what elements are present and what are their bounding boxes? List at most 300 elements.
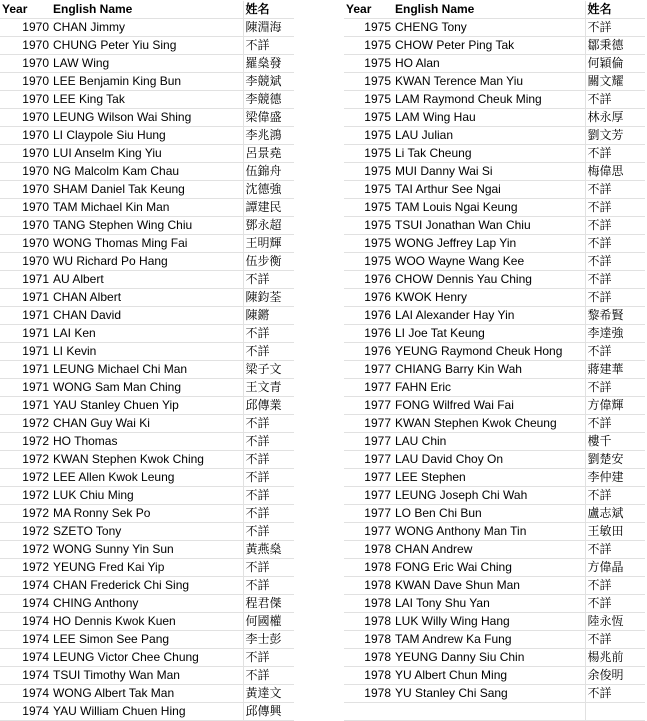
- year-cell: 1974: [0, 667, 51, 685]
- chinese-name-cell: 邱傳興: [243, 703, 294, 721]
- year-cell: 1970: [0, 199, 51, 217]
- english-name-cell: Li Tak Cheung: [393, 145, 585, 163]
- year-cell: 1975: [344, 199, 393, 217]
- chinese-name-cell: 李士彭: [243, 631, 294, 649]
- table-row: [344, 199, 645, 217]
- left-header-row: [0, 1, 294, 19]
- table-row: [344, 109, 645, 127]
- table-row: [344, 451, 645, 469]
- year-cell: 1977: [344, 505, 393, 523]
- year-cell: 1974: [0, 613, 51, 631]
- right-header-row: [344, 1, 645, 19]
- english-name-cell: CHAN Frederick Chi Sing: [51, 577, 243, 595]
- table-row: [344, 37, 645, 55]
- chinese-name-cell: 鄧永超: [243, 217, 294, 235]
- table-row: [0, 253, 294, 271]
- english-name-cell: WONG Sam Man Ching: [51, 379, 243, 397]
- table-row: [0, 19, 294, 37]
- chinese-name-cell: 王文青: [243, 379, 294, 397]
- english-name-cell: LAI Alexander Hay Yin: [393, 307, 585, 325]
- english-name-cell: YEUNG Fred Kai Yip: [51, 559, 243, 577]
- english-name-cell: TAM Louis Ngai Keung: [393, 199, 585, 217]
- table-row: [0, 469, 294, 487]
- year-cell: 1970: [0, 109, 51, 127]
- chinese-name-cell: 李競德: [243, 91, 294, 109]
- chinese-name-cell: 李競斌: [243, 73, 294, 91]
- year-cell: 1974: [0, 649, 51, 667]
- table-row: [344, 667, 645, 685]
- chinese-name-cell: 不詳: [243, 505, 294, 523]
- chinese-name-cell: 李仲建: [585, 469, 645, 487]
- chinese-name-cell: 李達強: [585, 325, 645, 343]
- english-name-cell: WU Richard Po Hang: [51, 253, 243, 271]
- english-name-cell: FONG Eric Wai Ching: [393, 559, 585, 577]
- english-name-cell: KWOK Henry: [393, 289, 585, 307]
- table-row: [0, 217, 294, 235]
- chinese-name-header: 姓名: [585, 1, 645, 19]
- year-cell: 1970: [0, 181, 51, 199]
- year-cell: 1975: [344, 37, 393, 55]
- table-row: [0, 649, 294, 667]
- table-row: [0, 559, 294, 577]
- year-cell: 1970: [0, 163, 51, 181]
- year-cell: 1974: [0, 703, 51, 721]
- chinese-name-cell: 不詳: [585, 91, 645, 109]
- english-name-cell: WONG Thomas Ming Fai: [51, 235, 243, 253]
- english-name-cell: LAU David Choy On: [393, 451, 585, 469]
- english-name-cell: CHOW Peter Ping Tak: [393, 37, 585, 55]
- chinese-name-cell: 不詳: [585, 577, 645, 595]
- year-cell: 1978: [344, 631, 393, 649]
- year-cell: 1971: [0, 343, 51, 361]
- chinese-name-cell: 不詳: [585, 415, 645, 433]
- year-cell: 1975: [344, 235, 393, 253]
- english-name-cell: TAI Arthur See Ngai: [393, 181, 585, 199]
- table-row: [0, 271, 294, 289]
- table-row: [0, 235, 294, 253]
- year-cell: 1975: [344, 91, 393, 109]
- year-cell: 1975: [344, 55, 393, 73]
- table-row: [0, 451, 294, 469]
- year-cell: 1971: [0, 307, 51, 325]
- english-name-cell: CHAN Albert: [51, 289, 243, 307]
- chinese-name-cell: 不詳: [585, 235, 645, 253]
- english-name-cell: HO Dennis Kwok Kuen: [51, 613, 243, 631]
- chinese-name-cell: 不詳: [243, 487, 294, 505]
- english-name-cell: NG Malcolm Kam Chau: [51, 163, 243, 181]
- year-cell: 1975: [344, 19, 393, 37]
- chinese-name-header: 姓名: [243, 1, 294, 19]
- english-name-cell: YEUNG Danny Siu Chin: [393, 649, 585, 667]
- english-name-cell: FONG Wilfred Wai Fai: [393, 397, 585, 415]
- table-row: [0, 505, 294, 523]
- english-name-cell: CHAN Andrew: [393, 541, 585, 559]
- year-cell: 1976: [344, 271, 393, 289]
- table-row: [344, 397, 645, 415]
- chinese-name-cell: 邱傳業: [243, 397, 294, 415]
- chinese-name-cell: 不詳: [243, 271, 294, 289]
- table-row: [344, 361, 645, 379]
- year-cell: 1971: [0, 397, 51, 415]
- year-cell: 1977: [344, 415, 393, 433]
- chinese-name-cell: 關文耀: [585, 73, 645, 91]
- chinese-name-cell: 程君傑: [243, 595, 294, 613]
- english-name-cell: WONG Jeffrey Lap Yin: [393, 235, 585, 253]
- table-row: [344, 253, 645, 271]
- year-cell: 1975: [344, 217, 393, 235]
- chinese-name-cell: 譚建民: [243, 199, 294, 217]
- chinese-name-cell: 梁偉盛: [243, 109, 294, 127]
- table-row: [0, 127, 294, 145]
- year-cell: 1975: [344, 127, 393, 145]
- year-cell: 1978: [344, 667, 393, 685]
- year-cell: 1972: [0, 523, 51, 541]
- table-row: [0, 667, 294, 685]
- english-name-cell: LI Claypole Siu Hung: [51, 127, 243, 145]
- chinese-name-cell: 蔣建華: [585, 361, 645, 379]
- english-name-cell: YU Stanley Chi Sang: [393, 685, 585, 703]
- year-cell: 1977: [344, 397, 393, 415]
- year-cell: 1975: [344, 109, 393, 127]
- year-cell: 1977: [344, 379, 393, 397]
- english-name-cell: LUI Anselm King Yiu: [51, 145, 243, 163]
- table-row: [0, 109, 294, 127]
- english-name-cell: CHING Anthony: [51, 595, 243, 613]
- english-name-cell: CHUNG Peter Yiu Sing: [51, 37, 243, 55]
- chinese-name-cell: 劉楚安: [585, 451, 645, 469]
- table-row: [0, 163, 294, 181]
- chinese-name-cell: 不詳: [585, 685, 645, 703]
- table-row: [344, 127, 645, 145]
- english-name-cell: LAM Raymond Cheuk Ming: [393, 91, 585, 109]
- table-row: [344, 577, 645, 595]
- english-name-cell: WOO Wayne Wang Kee: [393, 253, 585, 271]
- english-name-cell: LEUNG Joseph Chi Wah: [393, 487, 585, 505]
- chinese-name-cell: 羅燊發: [243, 55, 294, 73]
- table-row: [344, 379, 645, 397]
- chinese-name-cell: 不詳: [585, 145, 645, 163]
- table-row: [344, 91, 645, 109]
- chinese-name-cell: 不詳: [585, 289, 645, 307]
- chinese-name-cell: 不詳: [585, 541, 645, 559]
- english-name-cell: KWAN Dave Shun Man: [393, 577, 585, 595]
- chinese-name-cell: 陸永恆: [585, 613, 645, 631]
- table-row: [344, 541, 645, 559]
- english-name-cell: YU Albert Chun Ming: [393, 667, 585, 685]
- chinese-name-cell: 方偉輝: [585, 397, 645, 415]
- chinese-name-cell: 王敏田: [585, 523, 645, 541]
- english-name-cell: CHAN Guy Wai Ki: [51, 415, 243, 433]
- chinese-name-cell: 伍錦舟: [243, 163, 294, 181]
- year-cell: 1970: [0, 127, 51, 145]
- english-name-cell: LEE Benjamin King Bun: [51, 73, 243, 91]
- year-cell: 1978: [344, 649, 393, 667]
- english-name-cell: HO Alan: [393, 55, 585, 73]
- english-name-cell: LAI Ken: [51, 325, 243, 343]
- chinese-name-cell: 不詳: [585, 487, 645, 505]
- chinese-name-cell: 不詳: [243, 433, 294, 451]
- english-name-cell: YAU Stanley Chuen Yip: [51, 397, 243, 415]
- year-cell: 1976: [344, 343, 393, 361]
- year-cell: 1977: [344, 487, 393, 505]
- year-cell: 1970: [0, 91, 51, 109]
- english-name-cell: TANG Stephen Wing Chiu: [51, 217, 243, 235]
- year-cell: 1974: [0, 595, 51, 613]
- table-row: [344, 685, 645, 703]
- year-cell: 1975: [344, 73, 393, 91]
- chinese-name-cell: 梁子文: [243, 361, 294, 379]
- year-header: Year: [344, 1, 393, 19]
- year-cell: 1974: [0, 577, 51, 595]
- chinese-name-cell: 不詳: [243, 577, 294, 595]
- chinese-name-cell: 陳淵海: [243, 19, 294, 37]
- table-row: [0, 379, 294, 397]
- year-cell: 1978: [344, 559, 393, 577]
- table-row: [0, 37, 294, 55]
- table-row: [344, 289, 645, 307]
- year-cell: 1977: [344, 361, 393, 379]
- table-row: [0, 415, 294, 433]
- table-row: [344, 217, 645, 235]
- year-cell: 1974: [0, 631, 51, 649]
- chinese-name-cell: 不詳: [585, 181, 645, 199]
- year-cell: 1970: [0, 235, 51, 253]
- table-row: [344, 631, 645, 649]
- year-cell: 1970: [0, 253, 51, 271]
- chinese-name-cell: 黎希賢: [585, 307, 645, 325]
- english-name-cell: MA Ronny Sek Po: [51, 505, 243, 523]
- chinese-name-cell: 不詳: [243, 469, 294, 487]
- english-name-cell: LAI Tony Shu Yan: [393, 595, 585, 613]
- year-cell: 1971: [0, 325, 51, 343]
- english-name-cell: LAW Wing: [51, 55, 243, 73]
- chinese-name-cell: 鄒秉德: [585, 37, 645, 55]
- table-row: [344, 145, 645, 163]
- year-cell: 1971: [0, 289, 51, 307]
- chinese-name-cell: 楊兆前: [585, 649, 645, 667]
- chinese-name-cell: 不詳: [585, 253, 645, 271]
- chinese-name-cell: 梅偉思: [585, 163, 645, 181]
- english-name-cell: TSUI Timothy Wan Man: [51, 667, 243, 685]
- english-name-cell: HO Thomas: [51, 433, 243, 451]
- chinese-name-cell: 余俊明: [585, 667, 645, 685]
- english-name-cell: LUK Willy Wing Hang: [393, 613, 585, 631]
- table-row: [0, 91, 294, 109]
- chinese-name-cell: 陳鈞荃: [243, 289, 294, 307]
- english-name-cell: WONG Anthony Man Tin: [393, 523, 585, 541]
- chinese-name-cell: 黃燕燊: [243, 541, 294, 559]
- table-row: [0, 361, 294, 379]
- english-name-cell: TAM Michael Kin Man: [51, 199, 243, 217]
- table-row: [0, 145, 294, 163]
- year-cell: 1978: [344, 613, 393, 631]
- year-cell: 1977: [344, 433, 393, 451]
- english-name-cell: AU Albert: [51, 271, 243, 289]
- english-name-cell: LAU Julian: [393, 127, 585, 145]
- table-row: [344, 559, 645, 577]
- english-name-cell: CHOW Dennis Yau Ching: [393, 271, 585, 289]
- english-name-cell: SHAM Daniel Tak Keung: [51, 181, 243, 199]
- table-row: [344, 235, 645, 253]
- chinese-name-cell: 不詳: [243, 667, 294, 685]
- chinese-name-cell: 陳鏘: [243, 307, 294, 325]
- year-cell: 1977: [344, 523, 393, 541]
- table-row: [0, 631, 294, 649]
- english-name-cell: YAU William Chuen Hing: [51, 703, 243, 721]
- left-name-table: [0, 1, 294, 721]
- year-cell: 1971: [0, 379, 51, 397]
- year-cell: 1978: [344, 541, 393, 559]
- chinese-name-cell: 不詳: [585, 379, 645, 397]
- table-row: [344, 55, 645, 73]
- english-name-header: English Name: [393, 1, 585, 19]
- year-cell: 1976: [344, 289, 393, 307]
- table-row: [0, 307, 294, 325]
- table-row: [344, 433, 645, 451]
- english-name-cell: LEE King Tak: [51, 91, 243, 109]
- table-row: [0, 397, 294, 415]
- year-cell: 1972: [0, 415, 51, 433]
- chinese-name-cell: 不詳: [243, 451, 294, 469]
- year-cell: 1977: [344, 451, 393, 469]
- table-row: [344, 487, 645, 505]
- english-name-cell: [393, 703, 585, 721]
- chinese-name-cell: 李兆鴻: [243, 127, 294, 145]
- table-row: [0, 73, 294, 91]
- chinese-name-cell: 呂景堯: [243, 145, 294, 163]
- table-row: [344, 469, 645, 487]
- table-row: [344, 325, 645, 343]
- chinese-name-cell: 王明輝: [243, 235, 294, 253]
- year-header: Year: [0, 1, 51, 19]
- year-cell: 1976: [344, 307, 393, 325]
- english-name-cell: LEUNG Wilson Wai Shing: [51, 109, 243, 127]
- table-row: [0, 325, 294, 343]
- chinese-name-cell: 不詳: [243, 559, 294, 577]
- table-row: [344, 271, 645, 289]
- year-cell: 1972: [0, 559, 51, 577]
- english-name-cell: LAM Wing Hau: [393, 109, 585, 127]
- table-row: [344, 505, 645, 523]
- table-row: [344, 307, 645, 325]
- year-cell: 1972: [0, 487, 51, 505]
- table-row: [344, 19, 645, 37]
- table-row: [344, 73, 645, 91]
- english-name-cell: KWAN Stephen Kwok Ching: [51, 451, 243, 469]
- left-table-body: [0, 1, 294, 721]
- year-cell: 1974: [0, 685, 51, 703]
- table-row: [344, 649, 645, 667]
- table-row: [0, 289, 294, 307]
- table-row: [344, 343, 645, 361]
- table-row: [0, 613, 294, 631]
- year-cell: 1972: [0, 541, 51, 559]
- right-table-body: [344, 1, 645, 721]
- table-row: [0, 343, 294, 361]
- year-cell: 1971: [0, 271, 51, 289]
- chinese-name-cell: 不詳: [585, 271, 645, 289]
- english-name-cell: YEUNG Raymond Cheuk Hong: [393, 343, 585, 361]
- english-name-cell: MUI Danny Wai Si: [393, 163, 585, 181]
- year-cell: 1978: [344, 595, 393, 613]
- chinese-name-cell: 不詳: [243, 343, 294, 361]
- english-name-cell: WONG Sunny Yin Sun: [51, 541, 243, 559]
- table-row: [0, 487, 294, 505]
- chinese-name-cell: 不詳: [585, 631, 645, 649]
- english-name-cell: LEE Allen Kwok Leung: [51, 469, 243, 487]
- english-name-cell: LAU Chin: [393, 433, 585, 451]
- year-cell: 1970: [0, 19, 51, 37]
- chinese-name-cell: 樓千: [585, 433, 645, 451]
- year-cell: 1975: [344, 145, 393, 163]
- chinese-name-cell: 不詳: [243, 649, 294, 667]
- chinese-name-cell: 不詳: [585, 595, 645, 613]
- chinese-name-cell: 何穎倫: [585, 55, 645, 73]
- english-name-cell: CHENG Tony: [393, 19, 585, 37]
- english-name-cell: TSUI Jonathan Wan Chiu: [393, 217, 585, 235]
- year-cell: 1971: [0, 361, 51, 379]
- chinese-name-cell: 不詳: [243, 415, 294, 433]
- english-name-cell: CHAN David: [51, 307, 243, 325]
- year-cell: 1978: [344, 685, 393, 703]
- year-cell: 1977: [344, 469, 393, 487]
- english-name-cell: CHIANG Barry Kin Wah: [393, 361, 585, 379]
- table-row: [0, 703, 294, 721]
- english-name-cell: KWAN Stephen Kwok Cheung: [393, 415, 585, 433]
- table-row: [344, 181, 645, 199]
- english-name-cell: FAHN Eric: [393, 379, 585, 397]
- year-cell: 1972: [0, 451, 51, 469]
- english-name-cell: TAM Andrew Ka Fung: [393, 631, 585, 649]
- english-name-cell: LUK Chiu Ming: [51, 487, 243, 505]
- table-row: [0, 685, 294, 703]
- table-row: [0, 523, 294, 541]
- year-cell: 1975: [344, 181, 393, 199]
- table-row: [344, 163, 645, 181]
- year-cell: 1970: [0, 145, 51, 163]
- chinese-name-cell: 沈德強: [243, 181, 294, 199]
- table-row: [344, 703, 645, 721]
- english-name-cell: LEUNG Victor Chee Chung: [51, 649, 243, 667]
- chinese-name-cell: 不詳: [585, 343, 645, 361]
- english-name-cell: LI Joe Tat Keung: [393, 325, 585, 343]
- year-cell: 1975: [344, 163, 393, 181]
- year-cell: 1972: [0, 433, 51, 451]
- english-name-cell: LEUNG Michael Chi Man: [51, 361, 243, 379]
- year-cell: [344, 703, 393, 721]
- english-name-cell: KWAN Terence Man Yiu: [393, 73, 585, 91]
- chinese-name-cell: 不詳: [585, 199, 645, 217]
- year-cell: 1976: [344, 325, 393, 343]
- english-name-cell: LEE Simon See Pang: [51, 631, 243, 649]
- chinese-name-cell: 方偉晶: [585, 559, 645, 577]
- chinese-name-cell: 何國權: [243, 613, 294, 631]
- right-name-table: [344, 1, 645, 721]
- english-name-cell: WONG Albert Tak Man: [51, 685, 243, 703]
- table-row: [0, 433, 294, 451]
- chinese-name-cell: 黃達文: [243, 685, 294, 703]
- english-name-cell: CHAN Jimmy: [51, 19, 243, 37]
- year-cell: 1970: [0, 73, 51, 91]
- table-row: [0, 595, 294, 613]
- english-name-cell: LI Kevin: [51, 343, 243, 361]
- chinese-name-cell: 劉文芳: [585, 127, 645, 145]
- year-cell: 1972: [0, 469, 51, 487]
- year-cell: 1975: [344, 253, 393, 271]
- table-row: [344, 415, 645, 433]
- english-name-cell: LEE Stephen: [393, 469, 585, 487]
- chinese-name-cell: 林永厚: [585, 109, 645, 127]
